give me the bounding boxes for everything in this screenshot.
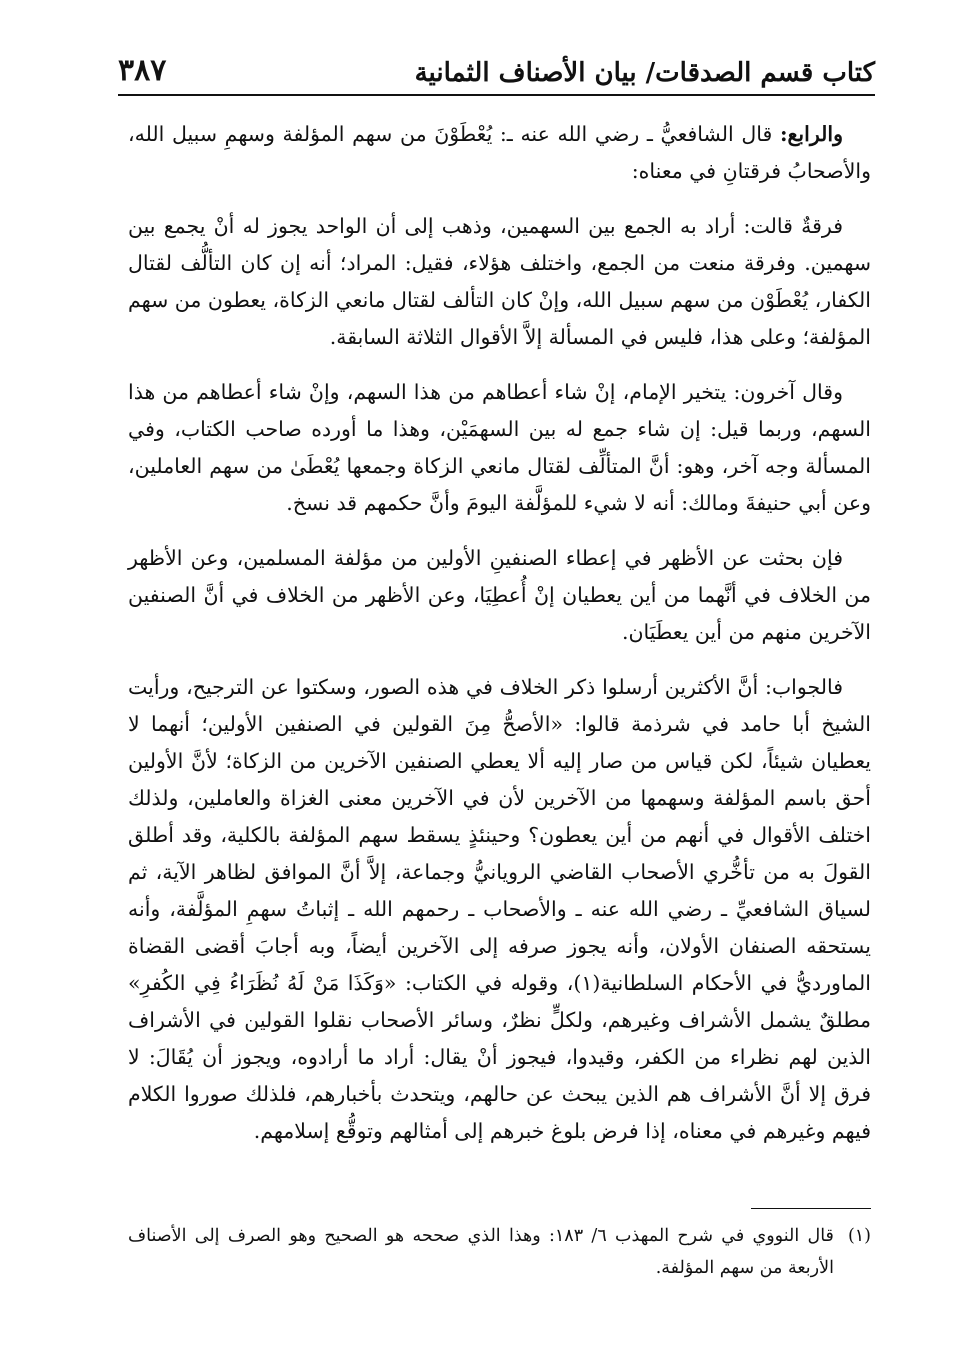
running-header [118, 50, 875, 96]
paragraph-text: وقال آخرون: يتخير الإمام، إنْ شاء أعطاهم من هذا السهم، وإنْ شاء أعطاهم من هذا السهم، وربما قيل: إن شاء جمع له بين السهمَيْن، وهذا ما أورده صاحب الكتاب، وفي المسألة وجه آخر، وهو: أنَّ المتألِّف لقتال مانعي الزكاة وجمعها يُعْطَىٰ من سهم العاملين، وعن أبي حنيفةَ ومالك: أنه لا شيء للمؤلَّفة اليومَ وأنَّ حكمهم قد نسخ. [128, 380, 871, 515]
paragraph-text: قال الشافعيُّ ـ رضي الله عنه ـ: يُعْطَوْنَ من سهم المؤلفة وسهمِ سبيل الله، والأصحابُ فرقتانِ في معناه: [128, 122, 871, 183]
running-title: كتاب قسم الصدقات/ بيان الأصناف الثمانية [414, 58, 875, 88]
footnote-text: قال النووي في شرح المهذب ٦/ ١٨٣: وهذا الذي صححه هو الصحيح وهو الصرف إلى الأصناف الأربعة من سهم المؤلفة. [128, 1226, 834, 1278]
paragraph [128, 669, 871, 1150]
main-text [128, 116, 871, 1168]
paragraph-text: فالجواب: أنَّ الأكثرين أرسلوا ذكر الخلاف في هذه الصور، وسكتوا عن الترجيح، ورأيت الشيخ أبا حامد في شرذمة قالوا: «الأصحُّ مِنَ القولين في الصنفين الأولين؛ أنهما لا يعطيان شيئاً، لكن قياس من صار إليه ألا يعطي الصنفين الآخرين من الزكاة؛ لأنَّ الأولين أحق باسم المؤلفة وسهمها من الآخرين لأن في الآخرين معنى الغزاة والعاملين، ولذلك اختلف الأقوال في أنهم من أين يعطون؟ وحينئذٍ يسقط سهم المؤلفة بالكلية، وقد أطلق القولَ به من تأخُّري الأصحاب القاضي الرويانيُّ وجماعة، إلاَّ أنَّ الموافق لظاهر الآية، ثم لسياق الشافعيِّ ـ رضي الله عنه ـ والأصحاب ـ رحمهم الله ـ إثباتُ سهمِ المؤلَّفة، وأنه يستحقه الصنفان الأولان، وأنه يجوز صرفه إلى الآخرين أيضاً، وبه أجابَ أقضى القضاة الماورديُّ في الأحكام السلطانية(١)، وقوله في الكتاب: «وَكَذَا مَنْ لَهُ نُظَرَاءُ فِي الكُفرِ» مطلقٌ يشمل الأشراف وغيرهم، ولكلٍّ نظرٌ، وسائر الأصحاب نقلوا القولين في الأشراف الذين لهم نظراء من الكفر، وقيدوا، فيجوز أنْ يقال: أراد ما أرادوه، ويجوز أن يُقَالَ: لا فرق إلا أنَّ الأشراف هم الذين يبحث عن حالهم، ويتحدث بأخبارهم، فلذلك صوروا الكلام فيهم وغيرهم في معناه، إذا فرض بلوغ خبرهم إلى أمثالهم وتوقُّع إسلامهم. [128, 675, 871, 1143]
paragraph-lead: والرابع: [779, 122, 843, 146]
footnote-marker: (١) [847, 1226, 871, 1246]
footnote-divider [751, 1208, 871, 1209]
paragraph-text: فإن بحثت عن الأظهر في إعطاء الصنفينِ الأولين من مؤلفة المسلمين، وعن الأظهر من الخلاف في أنَّهما من أين يعطيان إنْ أُعطِيَا، وعن الأظهر من الخلاف في أنَّ الصنفين الآخرين منهم من أين يعطَيَان. [128, 546, 871, 644]
paragraph [128, 540, 871, 651]
page-number: ٣٨٧ [118, 53, 167, 88]
paragraph [128, 116, 871, 190]
paragraph-text: فرقةٌ قالت: أراد به الجمع بين السهمين، وذهب إلى أن الواحد يجوز له أنْ يجمع بين سهمين. وفرقة منعت من الجمع، واختلف هؤلاء، فقيل: المراد؛ أنه إن كان التألُّف لقتال الكفار، يُعْطَوْن من سهم سبيل الله، وإنْ كان التألف لقتال مانعي الزكاة، يعطون من سهم المؤلفة؛ وعلى هذا، فليس في المسألة إلاَّ الأقوال الثلاثة السابقة. [128, 214, 871, 349]
paragraph [128, 208, 871, 356]
footnote [128, 1220, 871, 1284]
paragraph [128, 374, 871, 522]
